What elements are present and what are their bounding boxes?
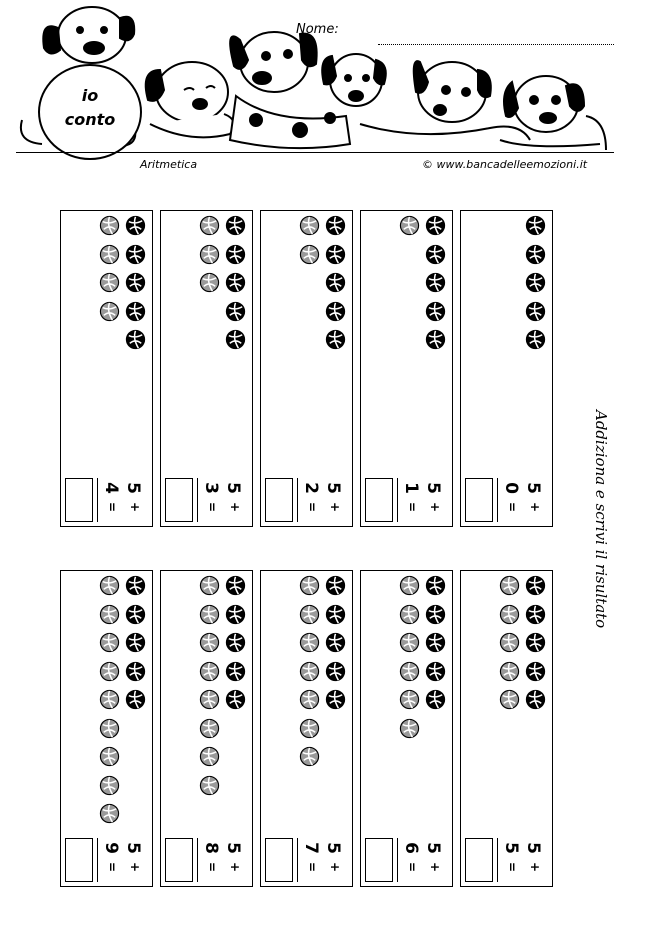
equation (301, 474, 349, 524)
equals-sign: = (105, 501, 120, 513)
volleyball-dark-icon (525, 689, 546, 710)
volleyball-dark-icon (425, 329, 446, 350)
logo-ball (38, 64, 142, 160)
plus-sign: + (428, 501, 443, 513)
volleyball-dark-icon (325, 632, 346, 653)
addend-b: 6 (400, 842, 421, 854)
sum-bar (497, 478, 498, 522)
volleyball-light-icon (399, 689, 420, 710)
volleyball-dark-icon (525, 329, 546, 350)
addend-b: 2 (300, 482, 321, 494)
logo-text-line2: conto (64, 110, 116, 129)
equation (501, 474, 549, 524)
answer-box[interactable] (465, 478, 493, 522)
volleyball-light-icon (199, 604, 220, 625)
volleyball-light-icon (99, 632, 120, 653)
volleyball-light-icon (299, 215, 320, 236)
volleyball-dark-icon (325, 215, 346, 236)
volleyball-dark-icon (225, 301, 246, 322)
plus-sign: + (528, 861, 543, 873)
volleyball-light-icon (199, 244, 220, 265)
volleyball-dark-icon (125, 301, 146, 322)
volleyball-dark-icon (425, 215, 446, 236)
volleyball-dark-icon (325, 604, 346, 625)
volleyball-light-icon (199, 632, 220, 653)
volleyball-dark-icon (125, 244, 146, 265)
volleyball-light-icon (299, 575, 320, 596)
addend-a: 5 (322, 482, 343, 494)
answer-box[interactable] (165, 838, 193, 882)
volleyball-light-icon (99, 689, 120, 710)
answer-box[interactable] (265, 838, 293, 882)
exercise-card (260, 570, 353, 887)
volleyball-dark-icon (225, 661, 246, 682)
plus-sign: + (328, 861, 343, 873)
addend-b: 4 (100, 482, 121, 494)
sum-bar (97, 838, 98, 882)
sum-bar (197, 478, 198, 522)
plus-sign: + (228, 861, 243, 873)
equation (201, 474, 249, 524)
exercise-card (360, 210, 453, 527)
volleyball-dark-icon (125, 329, 146, 350)
addend-a: 5 (222, 482, 243, 494)
plus-sign: + (128, 861, 143, 873)
addend-a: 5 (522, 482, 543, 494)
answer-box[interactable] (65, 478, 93, 522)
exercise-card (60, 570, 153, 887)
volleyball-light-icon (99, 244, 120, 265)
equals-sign: = (505, 861, 520, 873)
equation (401, 834, 449, 884)
volleyball-light-icon (199, 775, 220, 796)
equation (501, 834, 549, 884)
instructions (592, 410, 620, 690)
volleyball-light-icon (99, 575, 120, 596)
addend-b: 3 (200, 482, 221, 494)
volleyball-light-icon (99, 301, 120, 322)
volleyball-dark-icon (525, 272, 546, 293)
answer-box[interactable] (265, 478, 293, 522)
volleyball-light-icon (299, 689, 320, 710)
volleyball-light-icon (399, 604, 420, 625)
volleyball-light-icon (499, 632, 520, 653)
volleyball-light-icon (499, 604, 520, 625)
equals-sign: = (405, 501, 420, 513)
volleyball-dark-icon (425, 689, 446, 710)
volleyball-light-icon (199, 718, 220, 739)
volleyball-dark-icon (225, 689, 246, 710)
sum-bar (97, 478, 98, 522)
volleyball-dark-icon (525, 301, 546, 322)
volleyball-dark-icon (125, 575, 146, 596)
header-rule (16, 152, 614, 153)
volleyball-light-icon (199, 215, 220, 236)
volleyball-light-icon (499, 575, 520, 596)
volleyball-light-icon (99, 272, 120, 293)
volleyball-light-icon (399, 575, 420, 596)
sum-bar (197, 838, 198, 882)
volleyball-dark-icon (325, 244, 346, 265)
volleyball-light-icon (99, 718, 120, 739)
equation (401, 474, 449, 524)
equals-sign: = (105, 861, 120, 873)
volleyball-light-icon (299, 661, 320, 682)
volleyball-dark-icon (325, 329, 346, 350)
logo-text-line1: io (81, 86, 99, 105)
plus-sign: + (128, 501, 143, 513)
sum-bar (497, 838, 498, 882)
sum-bar (297, 838, 298, 882)
addend-b: 5 (500, 842, 521, 854)
addend-b: 9 (100, 842, 121, 854)
volleyball-light-icon (299, 746, 320, 767)
equals-sign: = (205, 861, 220, 873)
volleyball-dark-icon (325, 661, 346, 682)
volleyball-dark-icon (225, 575, 246, 596)
volleyball-dark-icon (425, 661, 446, 682)
equals-sign: = (205, 501, 220, 513)
volleyball-light-icon (399, 632, 420, 653)
volleyball-light-icon (99, 746, 120, 767)
sum-bar (397, 478, 398, 522)
volleyball-light-icon (399, 718, 420, 739)
exercise-card (160, 570, 253, 887)
volleyball-dark-icon (525, 604, 546, 625)
volleyball-dark-icon (425, 575, 446, 596)
volleyball-dark-icon (125, 272, 146, 293)
volleyball-dark-icon (325, 272, 346, 293)
addend-a: 5 (422, 842, 443, 854)
copyright-text: © www.bancadelleemozioni.it (422, 158, 588, 171)
instructions-text: Addiziona e scrivi il risultato (592, 410, 610, 629)
volleyball-dark-icon (225, 244, 246, 265)
volleyball-dark-icon (525, 632, 546, 653)
answer-box[interactable] (65, 838, 93, 882)
exercise-card (60, 210, 153, 527)
sum-bar (397, 838, 398, 882)
volleyball-light-icon (299, 632, 320, 653)
plus-sign: + (328, 501, 343, 513)
volleyball-dark-icon (125, 215, 146, 236)
volleyball-light-icon (399, 215, 420, 236)
volleyball-light-icon (199, 575, 220, 596)
answer-box[interactable] (365, 478, 393, 522)
exercise-card (160, 210, 253, 527)
volleyball-dark-icon (425, 272, 446, 293)
volleyball-dark-icon (225, 329, 246, 350)
volleyball-dark-icon (425, 604, 446, 625)
answer-box[interactable] (365, 838, 393, 882)
equation (301, 834, 349, 884)
volleyball-dark-icon (125, 632, 146, 653)
plus-sign: + (428, 861, 443, 873)
volleyball-light-icon (299, 718, 320, 739)
exercise-card (360, 570, 453, 887)
volleyball-light-icon (199, 746, 220, 767)
addend-a: 5 (122, 482, 143, 494)
volleyball-dark-icon (425, 244, 446, 265)
answer-box[interactable] (165, 478, 193, 522)
equation (201, 834, 249, 884)
volleyball-dark-icon (525, 661, 546, 682)
equals-sign: = (305, 861, 320, 873)
volleyball-light-icon (299, 244, 320, 265)
volleyball-dark-icon (425, 301, 446, 322)
name-write-line (378, 44, 614, 45)
addend-a: 5 (522, 842, 543, 854)
volleyball-light-icon (199, 689, 220, 710)
addend-b: 8 (200, 842, 221, 854)
worksheet-header (0, 0, 650, 190)
volleyball-light-icon (199, 661, 220, 682)
subject-label: Aritmetica (140, 158, 198, 171)
addend-a: 5 (322, 842, 343, 854)
equals-sign: = (505, 501, 520, 513)
volleyball-dark-icon (125, 689, 146, 710)
volleyball-dark-icon (225, 215, 246, 236)
volleyball-light-icon (99, 775, 120, 796)
volleyball-light-icon (499, 689, 520, 710)
answer-box[interactable] (465, 838, 493, 882)
volleyball-dark-icon (225, 604, 246, 625)
volleyball-light-icon (99, 803, 120, 824)
addend-a: 5 (122, 842, 143, 854)
addend-a: 5 (222, 842, 243, 854)
volleyball-light-icon (99, 215, 120, 236)
volleyball-dark-icon (225, 632, 246, 653)
volleyball-dark-icon (325, 575, 346, 596)
addend-b: 1 (400, 482, 421, 494)
volleyball-dark-icon (125, 604, 146, 625)
volleyball-dark-icon (525, 215, 546, 236)
equation (101, 474, 149, 524)
volleyball-light-icon (99, 604, 120, 625)
volleyball-dark-icon (325, 689, 346, 710)
exercise-card (260, 210, 353, 527)
volleyball-light-icon (399, 661, 420, 682)
name-label: Nome: (296, 22, 339, 37)
addend-b: 0 (500, 482, 521, 494)
equals-sign: = (305, 501, 320, 513)
volleyball-light-icon (99, 661, 120, 682)
volleyball-light-icon (299, 604, 320, 625)
equals-sign: = (405, 861, 420, 873)
exercise-card (460, 210, 553, 527)
addend-a: 5 (422, 482, 443, 494)
volleyball-dark-icon (225, 272, 246, 293)
sum-bar (297, 478, 298, 522)
volleyball-dark-icon (525, 244, 546, 265)
volleyball-dark-icon (425, 632, 446, 653)
addend-b: 7 (300, 842, 321, 854)
volleyball-light-icon (199, 272, 220, 293)
equation (101, 834, 149, 884)
volleyball-light-icon (499, 661, 520, 682)
plus-sign: + (528, 501, 543, 513)
plus-sign: + (228, 501, 243, 513)
volleyball-dark-icon (325, 301, 346, 322)
volleyball-dark-icon (125, 661, 146, 682)
volleyball-dark-icon (525, 575, 546, 596)
exercise-card (460, 570, 553, 887)
